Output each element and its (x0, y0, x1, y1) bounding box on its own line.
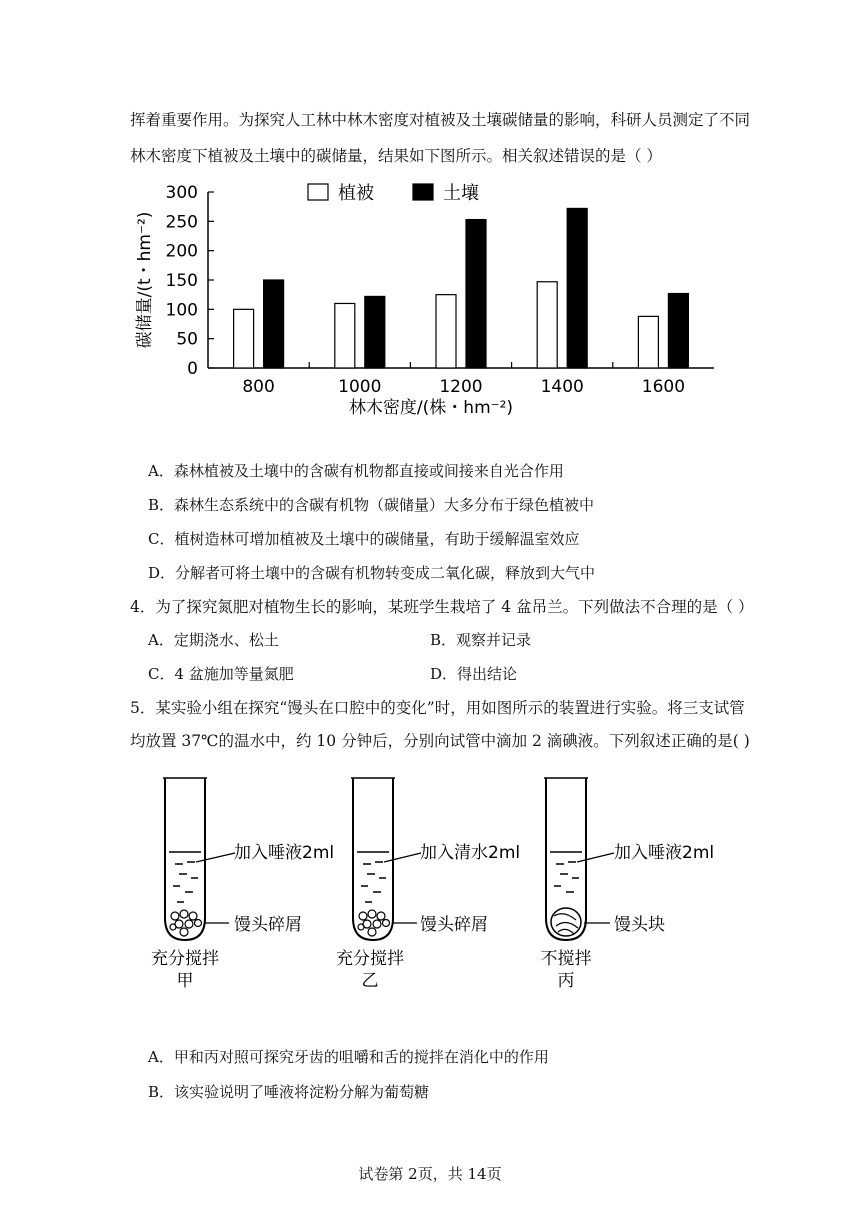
q5-stem-line-2: 均放置 37℃的温水中，约 10 分钟后，分别向试管中滴加 2 滴碘液。下列叙述正确的是( ) (130, 732, 750, 750)
x-tick-label: 1000 (338, 377, 382, 397)
q5-stem-line-1: 5．某实验小组在探究“馒头在口腔中的变化”时，用如图所示的装置进行实验。将三支试管 (130, 699, 745, 717)
tube-yi-solid-label: 馒头碎屑 (420, 915, 488, 935)
q4-option-b: B．观察并记录 (430, 631, 532, 649)
tube-jia-name: 甲 (176, 971, 194, 991)
q3-option-a: A．森林植被及土壤中的含碳有机物都直接或间接来自光合作用 (148, 462, 564, 480)
tube-bing-action-label: 不搅拌 (540, 949, 592, 969)
tube-bing-liquid-label: 加入唾液2ml (614, 843, 715, 863)
tube-jia-solid-label: 馒头碎屑 (234, 915, 302, 935)
tube-bing-solid-label: 馒头块 (614, 915, 665, 935)
q3-option-d: D．分解者可将土壤中的含碳有机物转变成二氧化碳，释放到大气中 (148, 564, 596, 582)
tube-yi-action-label: 充分搅拌 (336, 949, 404, 969)
tube-yi-name: 乙 (361, 971, 379, 991)
bar-vegetation-1600 (638, 316, 658, 368)
tube-jia-action-label: 充分搅拌 (151, 949, 219, 969)
test-tube-figure (130, 770, 750, 1000)
q4-option-c: C．4 盆施加等量氮肥 (148, 665, 294, 683)
bar-soil-1400 (567, 208, 587, 368)
bar-soil-800 (264, 280, 284, 368)
bar-soil-1600 (668, 293, 688, 368)
q4-option-d: D．得出结论 (430, 665, 518, 683)
y-tick-label: 250 (165, 212, 198, 233)
tube-jia-liquid-label: 加入唾液2ml (234, 843, 335, 863)
bar-vegetation-800 (234, 309, 254, 368)
page-footer: 试卷第 2页，共 14页 (358, 1165, 502, 1183)
x-tick-label: 800 (242, 377, 275, 397)
x-tick-label: 1400 (540, 377, 584, 397)
y-tick-label: 150 (165, 271, 198, 291)
legend-swatch-vegetation (308, 184, 328, 200)
q3-option-b: B．森林生态系统中的含碳有机物（碳储量）大多分布于绿色植被中 (148, 496, 595, 514)
bar-soil-1000 (365, 296, 385, 368)
y-tick-label: 100 (165, 300, 198, 321)
carbon-storage-chart (130, 180, 730, 415)
bar-vegetation-1400 (537, 282, 557, 368)
q3-option-c: C．植树造林可增加植被及土壤中的碳储量，有助于缓解温室效应 (148, 530, 580, 548)
y-tick-label: 0 (187, 359, 198, 379)
test-tube-bing (544, 778, 614, 940)
y-tick-label: 300 (165, 183, 198, 203)
legend-label-vegetation: 植被 (338, 183, 374, 204)
test-tube-jia (163, 778, 235, 940)
bar-vegetation-1200 (436, 295, 456, 368)
legend-swatch-soil (413, 184, 433, 200)
intro-line-1: 挥着重要作用。为探究人工林中林木密度对植被及土壤碳储量的影响，科研人员测定了不同 (130, 111, 751, 129)
bar-soil-1200 (466, 220, 486, 368)
q4-option-a: A．定期浇水、松土 (148, 631, 279, 649)
intro-line-2: 林木密度下植被及土壤中的碳储量，结果如下图所示。相关叙述错误的是（ ） (130, 147, 662, 165)
test-tube-yi (351, 778, 421, 940)
y-tick-label: 50 (176, 329, 198, 350)
tube-yi-liquid-label: 加入清水2ml (420, 843, 521, 863)
q5-option-a: A．甲和丙对照可探究牙齿的咀嚼和舌的搅拌在消化中的作用 (148, 1048, 549, 1066)
x-tick-label: 1200 (439, 377, 483, 397)
tube-bing-name: 丙 (557, 971, 575, 991)
legend-label-soil: 土壤 (443, 183, 479, 204)
q4-stem: 4．为了探究氮肥对植物生长的影响，某班学生栽培了 4 盆吊兰。下列做法不合理的是（ ） (130, 598, 754, 616)
y-axis-title: 碳储量/(t・hm⁻²) (135, 211, 155, 349)
x-axis-title: 林木密度/(株・hm⁻²) (348, 398, 514, 415)
q5-option-b: B．该实验说明了唾液将淀粉分解为葡萄糖 (148, 1083, 430, 1101)
x-tick-label: 1600 (641, 377, 686, 397)
bar-vegetation-1000 (335, 303, 355, 368)
y-tick-label: 200 (165, 241, 198, 262)
